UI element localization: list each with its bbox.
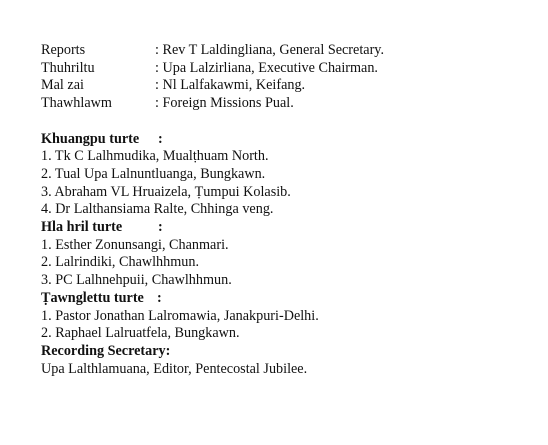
tawnglettu-heading [41, 290, 541, 308]
officer-role: Mal zai [41, 77, 84, 94]
officers-list [41, 42, 541, 113]
officer-row-mal-zai [41, 77, 541, 95]
list-item: 1. Tk C Lalhmudika, Mualṭhuam North. [41, 148, 269, 165]
hla-hril-heading [41, 219, 541, 237]
list-item: 3. PC Lalhnehpuii, Chawlhhmun. [41, 272, 232, 289]
list-item: 1. Pastor Jonathan Lalromawia, Janakpuri-Delhi. [41, 307, 319, 324]
officer-value: : Rev T Laldingliana, General Secretary. [155, 42, 385, 58]
list-item: 4. Dr Lalthansiama Ralte, Chhinga veng. [41, 201, 274, 218]
list-item: 1. Esther Zonunsangi, Chanmari. [41, 236, 229, 253]
officer-value: : Upa Lalzirliana, Executive Chairman. [155, 59, 378, 76]
tawnglettu-heading-colon: : [157, 289, 162, 306]
recording-secretary-heading: Recording Secretary: [41, 342, 171, 359]
recording-secretary-text: Upa Lalthlamuana, Editor, Pentecostal Jubilee. [41, 360, 308, 377]
hla-hril-section [41, 219, 541, 290]
hla-hril-heading-colon: : [158, 219, 163, 236]
khuangpu-heading-colon: : [158, 130, 163, 147]
tawnglettu-section [41, 290, 541, 343]
list-item: 2. Lalrindiki, Chawlhhmun. [41, 254, 200, 271]
khuangpu-heading [41, 131, 541, 149]
officer-row-thuhriltu [41, 60, 541, 78]
khuangpu-section [41, 131, 541, 220]
officer-value: : Nl Lalfakawmi, Keifang. [155, 77, 306, 94]
hla-hril-heading-label: Hla hril turte [41, 219, 123, 236]
tawnglettu-heading-label: Ṭawnglettu turte [41, 289, 144, 306]
document-body [41, 42, 541, 378]
khuangpu-heading-label: Khuangpu turte [41, 130, 140, 147]
recording-secretary-section [41, 343, 541, 378]
officer-row-reports [41, 42, 541, 60]
section-spacer [41, 113, 541, 131]
officer-role: Thawhlawm [41, 95, 112, 112]
officer-role: Thuhriltu [41, 59, 95, 76]
list-item: 2. Raphael Lalruatfela, Bungkawn. [41, 325, 240, 342]
list-item: 2. Tual Upa Lalnuntluanga, Bungkawn. [41, 165, 266, 182]
officer-row-thawhlawm [41, 95, 541, 113]
officer-role: Reports [41, 42, 86, 58]
officer-value: : Foreign Missions Pual. [155, 95, 294, 112]
list-item: 3. Abraham VL Hruaizela, Ṭumpui Kolasib. [41, 183, 291, 200]
